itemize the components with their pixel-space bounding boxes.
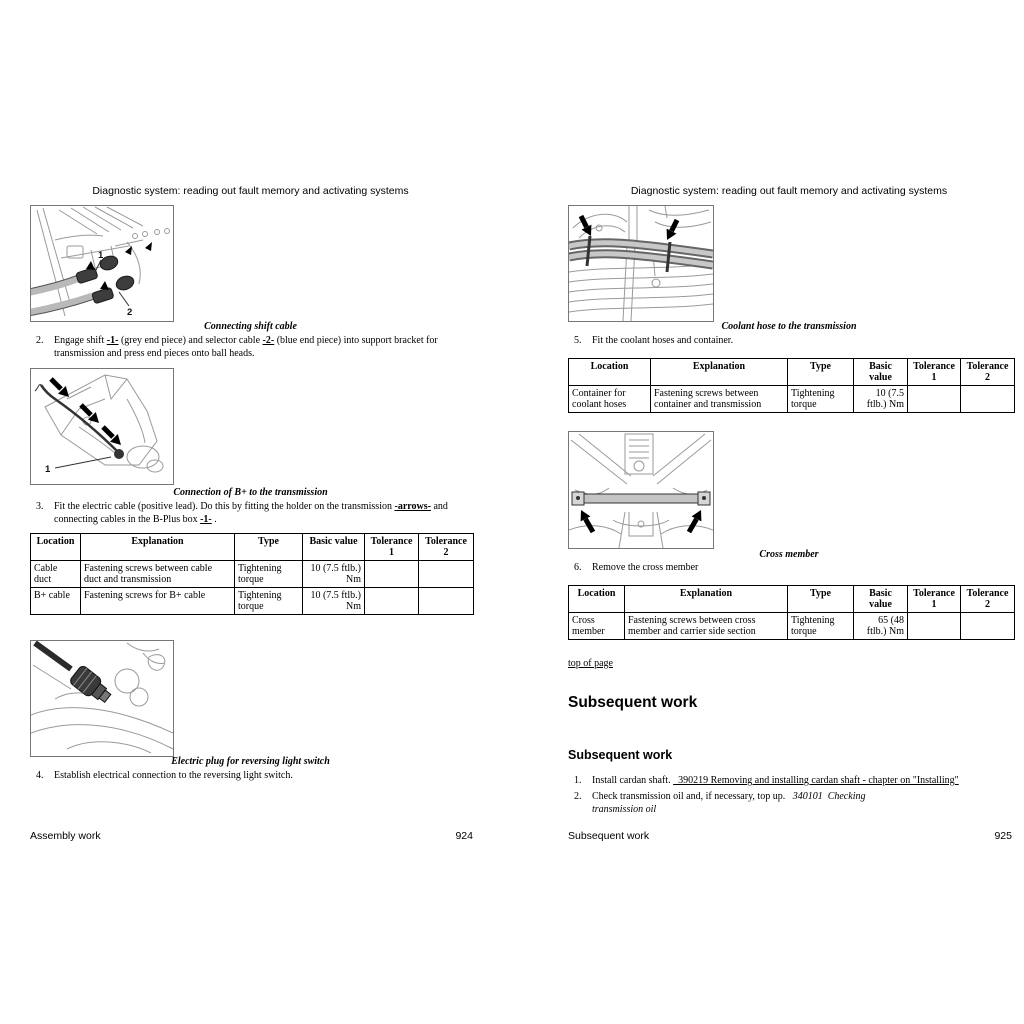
table-cell: Cross member xyxy=(569,613,625,640)
text-run: (grey end piece) and selector cable xyxy=(118,335,263,346)
step-text xyxy=(592,334,733,347)
text-run: Fit the electric cable (positive lead). Do this by fitting the holder on the transmission xyxy=(54,501,395,512)
table-cell: Cable duct xyxy=(31,561,81,588)
shift-cable-illustration xyxy=(31,206,173,321)
step-item xyxy=(36,334,456,360)
table-header-cell: Type xyxy=(788,359,854,386)
table-cell xyxy=(908,386,961,413)
step-item xyxy=(36,769,293,782)
cross-member-figure xyxy=(568,431,714,549)
page-right xyxy=(566,0,1012,1024)
bplus-connection-figure xyxy=(30,368,174,485)
table-header-cell: Location xyxy=(569,586,625,613)
torque-table-coolant-container xyxy=(568,358,1015,413)
table-header-cell: Tolerance 1 xyxy=(365,534,419,561)
reversing-light-plug-illustration xyxy=(31,641,173,756)
table-cell xyxy=(419,561,474,588)
figure-caption: Electric plug for reversing light switch xyxy=(171,756,330,767)
table-cell xyxy=(961,386,1015,413)
subsequent-work-subheading: Subsequent work xyxy=(568,748,673,762)
subsequent-work-heading: Subsequent work xyxy=(568,694,698,711)
page-number: 925 xyxy=(994,830,1012,842)
table-header-cell: Basic value xyxy=(303,534,365,561)
table-row xyxy=(31,561,474,588)
page-footer xyxy=(568,830,1012,842)
table-cell xyxy=(908,613,961,640)
step-text xyxy=(54,769,293,782)
table-header-cell: Explanation xyxy=(81,534,235,561)
step-number: 2. xyxy=(574,791,582,802)
step-text xyxy=(54,500,456,526)
step-number: 6. xyxy=(574,562,582,573)
cross-reference-link[interactable]: 340101 Checking transmission oil xyxy=(592,791,866,815)
text-run: -1- xyxy=(106,335,119,346)
cross-member-illustration xyxy=(569,432,713,548)
page-header-title: Diagnostic system: reading out fault memory and activating systems xyxy=(630,185,948,197)
table-cell: Tightening torque xyxy=(788,613,854,640)
table-header-row xyxy=(569,359,1015,386)
text-run: Establish electrical connection to the reversing light switch. xyxy=(54,770,293,781)
table-cell xyxy=(419,588,474,615)
text-run: -1- xyxy=(200,514,212,525)
text-run: Check transmission oil and, if necessary, top up. xyxy=(592,791,793,802)
table-cell xyxy=(365,561,419,588)
top-of-page-link[interactable]: top of page xyxy=(568,658,613,669)
table-header-cell: Basic value xyxy=(854,359,908,386)
figure-label: 1 xyxy=(98,250,104,261)
step-number: 5. xyxy=(574,335,582,346)
table-header-cell: Location xyxy=(569,359,651,386)
table-header-cell: Tolerance 2 xyxy=(419,534,474,561)
table-cell: B+ cable xyxy=(31,588,81,615)
step-text xyxy=(592,561,698,574)
table-header-cell: Tolerance 1 xyxy=(908,359,961,386)
table-header-cell: Type xyxy=(235,534,303,561)
table-cell: Fastening screws between cross member and carrier side section xyxy=(625,613,788,640)
table-cell: Fastening screws between container and transmission xyxy=(651,386,788,413)
table-cell: 10 (7.5 ftlb.) Nm xyxy=(303,588,365,615)
text-run: -2- xyxy=(262,335,275,346)
step-number: 4. xyxy=(36,770,44,781)
table-cell xyxy=(961,613,1015,640)
table-cell: Tightening torque xyxy=(235,588,303,615)
step-text xyxy=(592,774,959,787)
text-run: and connecting cables in the B-Plus box xyxy=(54,501,448,525)
text-run: . xyxy=(211,514,217,525)
torque-table-cross-member xyxy=(568,585,1015,640)
table-cell: Tightening torque xyxy=(788,386,854,413)
figure-caption: Connection of B+ to the transmission xyxy=(173,487,328,498)
coolant-hose-figure xyxy=(568,205,714,322)
table-cell xyxy=(365,588,419,615)
table-header-row xyxy=(569,586,1015,613)
figure-caption: Cross member xyxy=(759,549,819,560)
step-number: 2. xyxy=(36,335,44,346)
step-number: 1. xyxy=(574,775,582,786)
table-cell: 10 (7.5 ftlb.) Nm xyxy=(854,386,908,413)
table-cell: Tightening torque xyxy=(235,561,303,588)
figure-label: 1 xyxy=(45,464,51,475)
table-header-cell: Tolerance 2 xyxy=(961,586,1015,613)
table-cell: Fastening screws for B+ cable xyxy=(81,588,235,615)
page-number: 924 xyxy=(455,830,473,842)
bplus-connection-illustration xyxy=(31,369,173,484)
step-text xyxy=(54,334,456,360)
figure-caption: Coolant hose to the transmission xyxy=(721,321,857,332)
table-row xyxy=(569,386,1015,413)
table-header-cell: Tolerance 2 xyxy=(961,359,1015,386)
reversing-light-plug-figure xyxy=(30,640,174,757)
text-run: Fit the coolant hoses and container. xyxy=(592,335,734,346)
table-row xyxy=(569,613,1015,640)
subsequent-item xyxy=(574,790,904,816)
table-header-cell: Location xyxy=(31,534,81,561)
table-cell: Container for coolant hoses xyxy=(569,386,651,413)
table-header-cell: Explanation xyxy=(625,586,788,613)
step-number: 3. xyxy=(36,501,44,512)
step-item xyxy=(36,500,456,526)
page-left xyxy=(28,0,473,1024)
page-footer xyxy=(30,830,473,842)
figure-label: 2 xyxy=(127,307,133,318)
text-run: (blue end piece) into support bracket for transmission and press end pieces onto ball heads. xyxy=(54,335,438,359)
step-item xyxy=(574,334,733,347)
text-run: Remove the cross member xyxy=(592,562,699,573)
figure-caption: Connecting shift cable xyxy=(204,321,297,332)
text-run: -arrows- xyxy=(394,501,431,512)
footer-section-label: Subsequent work xyxy=(568,830,650,842)
subsequent-item xyxy=(574,774,959,787)
footer-section-label: Assembly work xyxy=(30,830,101,842)
page-header-title: Diagnostic system: reading out fault memory and activating systems xyxy=(92,185,409,197)
table-header-cell: Explanation xyxy=(651,359,788,386)
table-row xyxy=(31,588,474,615)
coolant-hose-illustration xyxy=(569,206,713,321)
table-header-row xyxy=(31,534,474,561)
step-text xyxy=(592,790,904,816)
step-item xyxy=(574,561,698,574)
table-cell: Fastening screws between cable duct and transmission xyxy=(81,561,235,588)
table-cell: 10 (7.5 ftlb.) Nm xyxy=(303,561,365,588)
table-header-cell: Type xyxy=(788,586,854,613)
table-header-cell: Tolerance 1 xyxy=(908,586,961,613)
cross-reference-link[interactable]: 390219 Removing and installing cardan shaft - chapter on "Installing" xyxy=(673,775,959,786)
text-run: Install cardan shaft. xyxy=(592,775,674,786)
shift-cable-figure xyxy=(30,205,174,322)
table-header-cell: Basic value xyxy=(854,586,908,613)
torque-table-cable-duct xyxy=(30,533,474,615)
text-run: Engage shift xyxy=(54,335,107,346)
table-cell: 65 (48 ftlb.) Nm xyxy=(854,613,908,640)
